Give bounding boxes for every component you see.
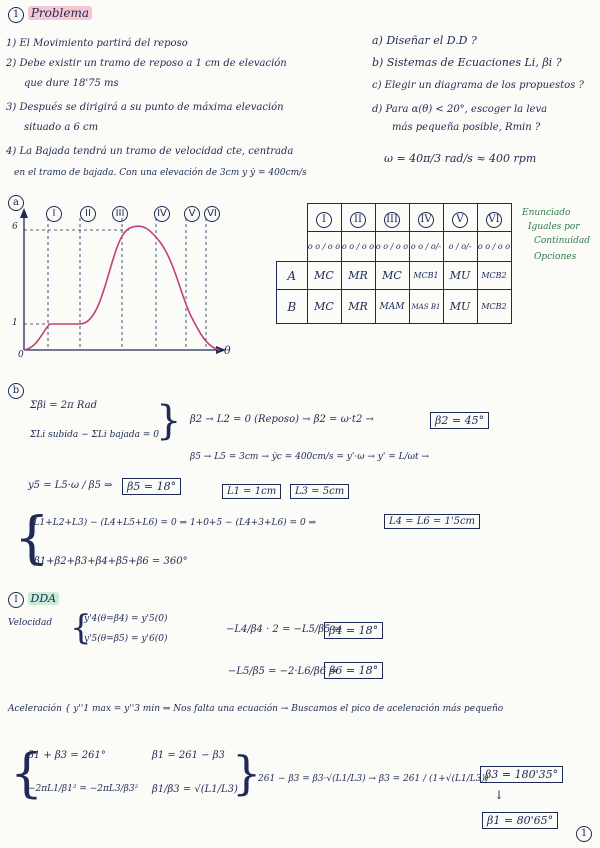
table-cell: MC: [307, 290, 341, 324]
table-header-6: VI: [486, 212, 502, 228]
brace: }: [156, 398, 182, 444]
brace: }: [232, 746, 262, 800]
condition-cell: o o / o o: [375, 232, 409, 262]
acc-eq-1: β1 + β3 = 261°: [28, 750, 106, 761]
row-label-b: B: [277, 290, 308, 324]
condition-cell: o / o/-: [443, 232, 477, 262]
table-cell: MCB2: [477, 262, 511, 290]
statement-4: 4) La Bajada tendrá un tramo de velocidad cte, centrada: [6, 146, 294, 157]
statement-2: 2) Debe existir un tramo de reposo a 1 cm de elevación: [6, 58, 287, 69]
L4-result: L4 = L6 = 1'5cm: [384, 514, 480, 529]
section-label-4: IV: [154, 206, 170, 222]
table-cell: MU: [443, 262, 477, 290]
dda-heading: [8, 592, 59, 608]
acc-eq-5: 261 − β3 = β3·√(L1/L3) → β3 = 261 / (1+√(L1/L3)): [258, 774, 489, 784]
legend-item: Iguales por: [528, 222, 580, 232]
page-number-circle: 1: [576, 826, 592, 842]
part-b-letter: b: [8, 383, 24, 399]
beta2-line: β2 → L2 = 0 (Reposo) → β2 = ω·t2 →: [190, 414, 374, 425]
condition-cell: o o / o o: [307, 232, 341, 262]
legend-item: Enunciado: [522, 208, 571, 218]
y-tick-1: 1: [12, 318, 18, 328]
y5-line: y5 = L5·ω / β5 ⇒: [28, 480, 113, 491]
acc-eq-4: β1/β3 = √(L1/L3): [152, 784, 238, 795]
title: [8, 6, 92, 23]
acc-eq-2: −2πL1/β1² = −2πL3/β3²: [28, 784, 139, 794]
diagram-table: [276, 203, 512, 324]
table-cell: MU: [443, 290, 477, 324]
brace: {: [14, 506, 50, 571]
table-cell: MC: [375, 262, 409, 290]
condition-cell: o o / o o: [477, 232, 511, 262]
brace: {: [10, 744, 44, 804]
question-b: b) Sistemas de Ecuaciones Li, βi ?: [372, 56, 562, 69]
beta6-result: β6 = 18°: [324, 662, 383, 679]
table-header-1: I: [316, 212, 332, 228]
omega-value: ω = 40π/3 rad/s ≈ 400 rpm: [384, 152, 537, 165]
part-a-letter: a: [8, 195, 24, 211]
statement-3b: situado a 6 cm: [24, 122, 99, 133]
table-cell: MR: [341, 290, 375, 324]
beta-sum-line: β1+β2+β3+β4+β5+β6 = 360°: [34, 556, 188, 567]
displacement-diagram: [10, 200, 242, 360]
beta4-result: β4 = 18°: [324, 622, 383, 639]
vel-eq-3: −L4/β4 · 2 = −L5/β5 ⇒: [226, 624, 342, 635]
vel-eq-4: −L5/β5 = −2·L6/β6 ⇒: [228, 666, 338, 677]
vel-eq-1: y'4(θ=β4) = y'5(0): [84, 614, 168, 624]
problem-title: Problema: [28, 6, 92, 20]
beta2-result: β2 = 45°: [430, 412, 489, 429]
legend-item: Continuidad: [534, 236, 590, 246]
table-cell: MR: [341, 262, 375, 290]
dda-circle: I: [8, 592, 24, 608]
row-label-a: A: [277, 262, 308, 290]
section-label-2: II: [80, 206, 96, 222]
table-cell: MAM: [375, 290, 409, 324]
table-header-2: II: [350, 212, 366, 228]
table-cell: MC: [307, 262, 341, 290]
statement-4b: en el tramo de bajada. Con una elevación de 3cm y ẏ = 400cm/s: [14, 168, 307, 178]
table-header-5: V: [452, 212, 468, 228]
y-tick-6: 6: [12, 222, 18, 232]
condition-cell: o o / o/-: [409, 232, 443, 262]
eq-sum-L: ΣLi subida − ΣLi bajada = 0: [30, 430, 160, 440]
statement-2b: que dure 18'75 ms: [24, 78, 119, 89]
L4-line: (L1+L2+L3) − (L4+L5+L6) = 0 ⇒ 1+0+5 − (L4+3+L6) = 0 ⇒: [30, 518, 317, 528]
legend-item: Opciones: [534, 252, 577, 262]
problem-number: 1: [8, 7, 24, 23]
beta3-result: β3 = 180'35°: [480, 766, 563, 783]
dda-label: DDA: [28, 592, 60, 605]
question-d: d) Para α(θ) < 20°, escoger la leva: [372, 104, 548, 115]
vel-eq-2: y'5(θ=β5) = y'6(0): [84, 634, 168, 644]
beta5-result: β5 = 18°: [122, 478, 181, 495]
question-a: a) Diseñar el D.D ?: [372, 34, 477, 47]
beta1-result: β1 = 80'65°: [482, 812, 558, 829]
question-c: c) Elegir un diagrama de los propuestos ?: [372, 80, 584, 91]
velocidad-label: Velocidad: [8, 618, 53, 628]
table-header-3: III: [384, 212, 400, 228]
aceleracion-line: Aceleración { y''1 max = y''3 min ⇒ Nos falta una ecuación → Buscamos el pico de aceleración más pequeño: [8, 704, 504, 714]
L1-result: L1 = 1cm: [222, 484, 281, 499]
part-b-label: [8, 382, 24, 399]
section-label-5: V: [184, 206, 200, 222]
y-tick-0: 0: [18, 350, 24, 360]
statement-1: 1) El Movimiento partirá del reposo: [6, 38, 188, 49]
table-cell: MAS B1: [409, 290, 443, 324]
section-label-3: III: [112, 206, 128, 222]
eq-sum-beta: Σβi = 2π Rad: [30, 400, 98, 411]
acc-eq-3: β1 = 261 − β3: [152, 750, 225, 761]
section-label-1: I: [46, 206, 62, 222]
page-number: [576, 826, 592, 842]
question-d2: más pequeña posible, Rmin ?: [392, 122, 541, 133]
table-header-4: IV: [418, 212, 434, 228]
condition-cell: o o / o o: [341, 232, 375, 262]
y-axis-arrow: [20, 208, 28, 218]
statement-3: 3) Después se dirigirá a su punto de máxima elevación: [6, 102, 284, 113]
section-label-6: VI: [204, 206, 220, 222]
L3-result: L3 = 5cm: [290, 484, 349, 499]
brace: {: [70, 608, 92, 648]
x-axis-label: θ: [224, 344, 231, 357]
table-cell: MCB2: [477, 290, 511, 324]
down-arrow: ↓: [494, 788, 505, 802]
table-cell: MCB1: [409, 262, 443, 290]
beta5-line: β5 → L5 = 3cm → ẏc = 400cm/s = y'·ω → y' = L/ωt →: [190, 452, 429, 462]
